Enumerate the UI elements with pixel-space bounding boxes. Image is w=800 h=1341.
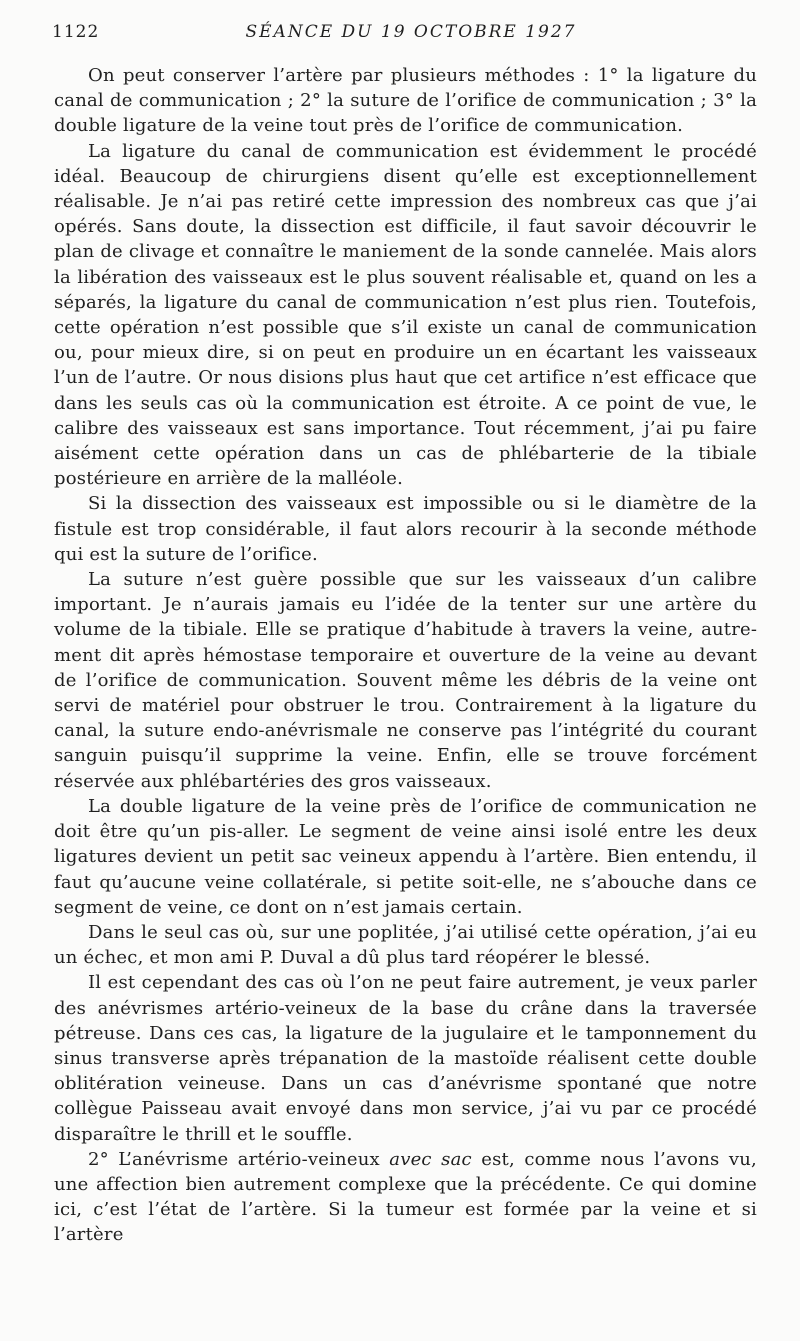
paragraph-8-rest: est, comme nous l’avons vu, une affection bien autrement complexe que la précédente. Ce qui domine ici, c’est l’état de l’artère. Si la tumeur est formée par la veine et si l’artère — [54, 1148, 757, 1246]
page-number: 1122 — [52, 22, 100, 42]
paragraph-5: La double ligature de la veine près de l’orifice de communication ne doit être qu’un pis-aller. Le segment de veine ainsi isolé entre les deux ligatures devient un petit sac veineux appendu à l’artère. Bien entendu, il faut qu’aucune veine collatérale, si petite soit-elle, ne s’abouche dans ce segment de veine, ce dont on n’est jamais certain. — [54, 795, 757, 918]
page-header — [52, 22, 770, 44]
body-text — [54, 63, 757, 1248]
running-head: SÉANCE DU 19 OCTOBRE 1927 — [245, 22, 577, 42]
paragraph-8-lead: 2° L’anévrisme artério-veineux — [88, 1148, 390, 1170]
paragraph-2: La ligature du canal de communication est évidemment le procédé idéal. Beaucoup de chirurgiens disent qu’elle est exceptionnellement réalisable. Je n’ai pas retiré cette impression des nombreux cas que j’ai opérés. Sans doute, la dissection est difficile, il faut savoir découvrir le plan de clivage et connaître le maniement de la sonde cannelée. Mais alors la libération des vaisseaux est le plus souvent réalisable et, quand on les a séparés, la ligature du canal de communication n’est plus rien. Toutefois, cette opération n’est possible que s’il existe un canal de communication ou, pour mieux dire, si on peut en produire un en écartant les vaisseaux l’un de l’autre. Or nous disions plus haut que cet artifice n’est efficace que dans les seuls cas où la communication est étroite. A ce point de vue, le calibre des vaisseaux est sans importance. Tout récemment, j’ai pu faire aisément cette opération dans un cas de phlébarterie de la tibiale postérieure en arrière de la malléole. — [54, 140, 757, 490]
paragraph-8 — [54, 1147, 757, 1248]
paragraph-3: Si la dissection des vaisseaux est impossible ou si le diamètre de la fistule est trop considérable, il faut alors recourir à la seconde méthode qui est la suture de l’orifice. — [54, 493, 757, 565]
paragraph-6: Dans le seul cas où, sur une poplitée, j’ai utilisé cette opération, j’ai eu un échec, et mon ami P. Duval a dû plus tard réopérer le blessé. — [54, 921, 757, 969]
paragraph-8-emphasis: avec sac — [389, 1148, 472, 1170]
paragraph-4: La suture n’est guère possible que sur les vaisseaux d’un calibre important. Je n’aurais jamais eu l’idée de la tenter sur une artère du volume de la tibiale. Elle se pratique d’habitude à travers la veine, autrement dit après hémostase temporaire et ouverture de la veine au devant de l’orifice de communication. Souvent même les débris de la veine ont servi de matériel pour obstruer le trou. Contrairement à la ligature du canal, la suture endo-anévrismale ne conserve pas l’intégrité du courant sanguin puisqu’il supprime la veine. Enfin, elle se trouve forcément réservée aux phlébartéries des gros vaisseaux. — [54, 569, 757, 792]
paragraph-1: On peut conserver l’artère par plusieurs méthodes : 1° la ligature du canal de communication ; 2° la suture de l’orifice de communication ; 3° la double ligature de la veine tout près de l’orifice de communication. — [54, 65, 757, 137]
paragraph-7: Il est cependant des cas où l’on ne peut faire autrement, je veux parler des anévrismes artério-veineux de la base du crâne dans la traversée pétreuse. Dans ces cas, la ligature de la jugulaire et le tamponnement du sinus transverse après trépanation de la mastoïde réalisent cette double oblitération veineuse. Dans un cas d’anévrisme spontané que notre collègue Paisseau avait envoyé dans mon service, j’ai vu par ce procédé disparaître le thrill et le souffle. — [54, 972, 757, 1145]
